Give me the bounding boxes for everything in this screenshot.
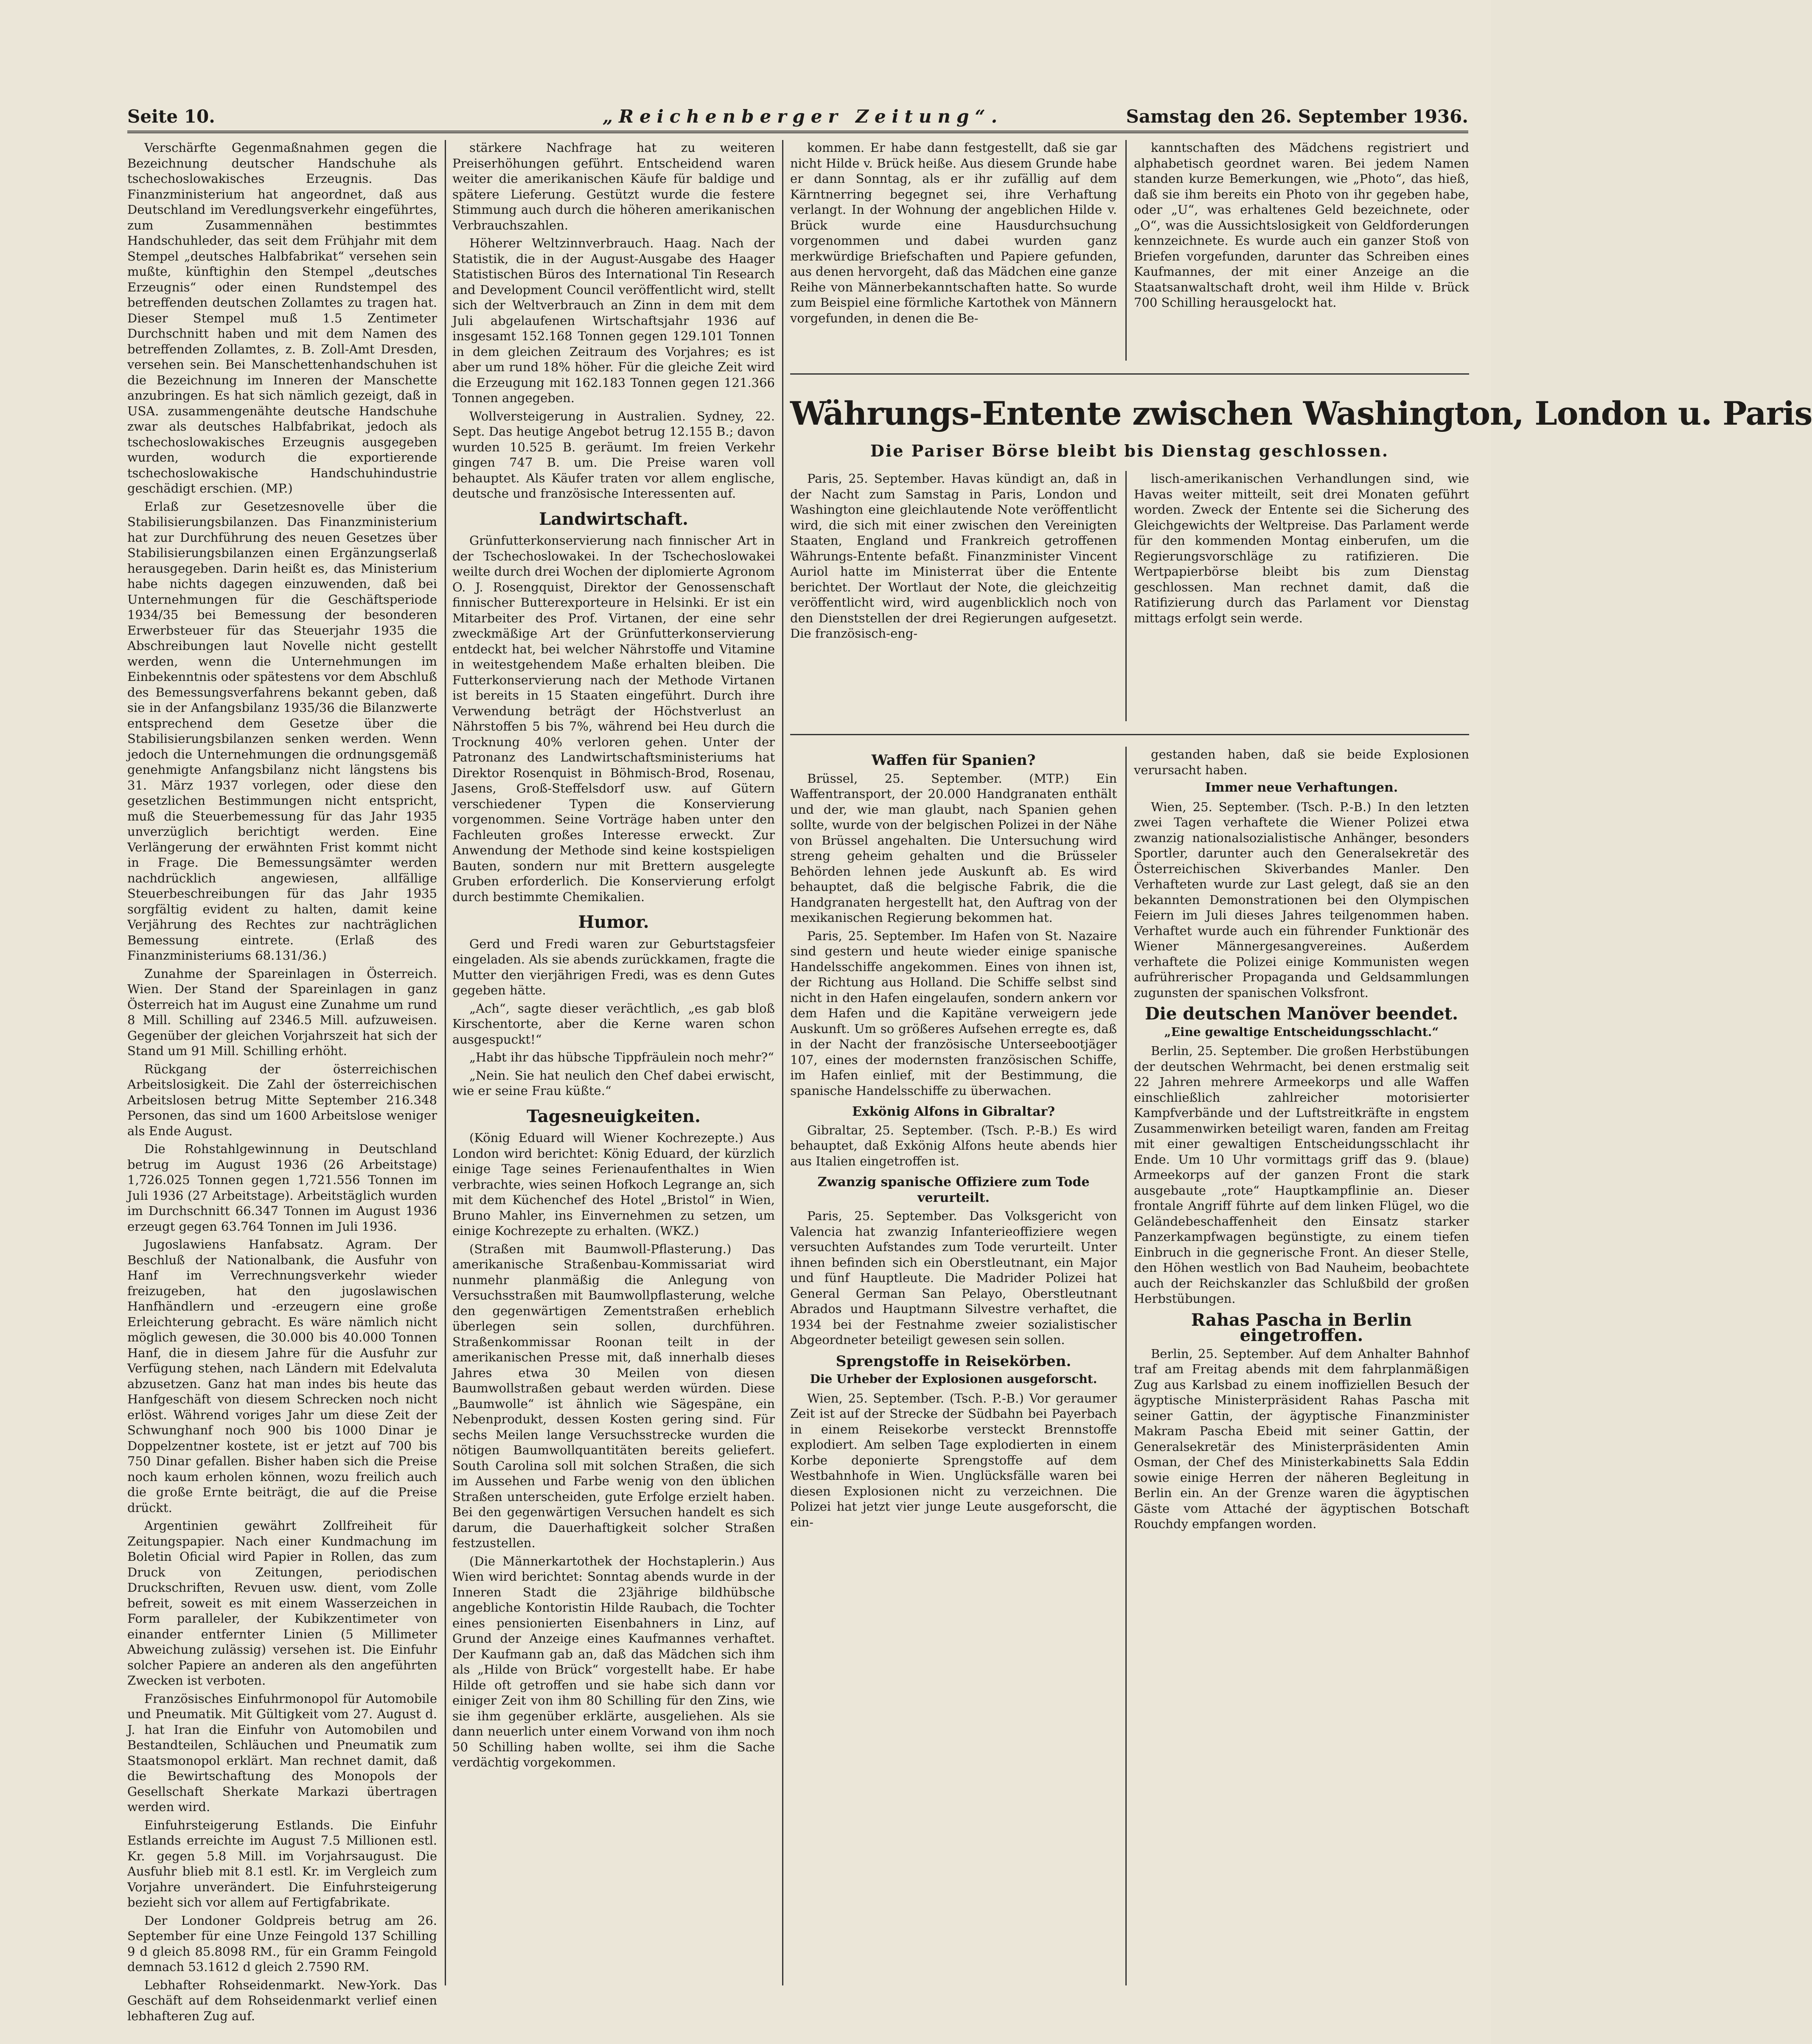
article-paragraph: Brüssel, 25. September. (MTP.) Ein Waffentransport, der 20.000 Handgranaten enthält und der, wie man glaubt, nach Spanien gehen sollte, wurde von der belgischen Polizei in der Nähe von Brüssel angehalten. Die Untersuchung wird streng geheim gehalten und die Brüsseler Behörden lehnen jede Auskunft ab. Es wird behauptet, daß die belgische Fabrik, die die Handgranaten hergestellt hat, den Auftrag von der mexikanischen Regierung bekommen hat.	[790, 771, 1117, 925]
article-paragraph: (Die Männerkartothek der Hochstaplerin.) Aus Wien wird berichtet: Sonntag abends wurde in der Inneren Stadt die 23jährige bildhübsche angebliche Kontoristin Hilde Raubach, die Tochter eines pensionierten Eisenbahners in Linz, auf Grund der Anzeige eines Kaufmannes verhaftet. Der Kaufmann gab an, daß das Mädchen sich ihm als „Hilde von Brück“ vorgestellt habe. Er habe Hilde oft getroffen und sie habe sich dann vor einiger Zeit von ihm 80 Schilling für den Zins, wie sie ihm gegenüber erklärte, ausgeliehen. Als sie dann neuerlich unter einem Vorwand von ihm noch 50 Schilling haben wollte, sei ihm die Sache verdächtig vorgekommen.	[452, 1554, 775, 1770]
article-paragraph: kanntschaften des Mädchens registriert und alphabetisch geordnet waren. Bei jedem Namen standen kurze Bemerkungen, wie „Photo“, das hieß, daß sie ihm bereits ein Photo von ihr gegeben habe, oder „U“, was erhaltenes Geld bezeichnete, oder „O“, was die Aussichtslosigkeit von Geldforderungen kennzeichnete. Es wurde auch ein ganzer Stoß von Briefen vorgefunden, darunter das Schreiben eines Kaufmannes, der mit einer Anzeige an die Staatsanwaltschaft droht, weil ihm Hilde v. Brück 700 Schilling herausgelockt hat.	[1134, 140, 1469, 310]
column-economy	[127, 140, 437, 2023]
article-paragraph: Rückgang der österreichischen Arbeitslosigkeit. Die Zahl der österreichischen Arbeitslosen betrug Mitte September 216.348 Personen, das sind um 1600 Arbeitslose weniger als Ende August.	[127, 1061, 437, 1138]
masthead-rule	[127, 131, 1468, 133]
article-paragraph: „Nein. Sie hat neulich den Chef dabei erwischt, wie er seine Frau küßte.“	[452, 1068, 775, 1098]
headline-offiziere: Zwanzig spanische Offiziere zum Tode verurteilt.	[817, 1175, 1090, 1205]
article-paragraph: (Straßen mit Baumwoll-Pflasterung.) Das amerikanische Straßenbau-Kommissariat wird nunmehr planmäßig die Anlegung von Versuchsstraßen mit Baumwollpflasterung, welche den gegenwärtigen Zementstraßen erheblich überlegen sein sollen, durchführen. Straßenkommissar Roonan teilt in der amerikanischen Presse mit, daß innerhalb dieses Jahres etwa 30 Meilen von diesen Baumwollstraßen gebaut werden würden. Diese „Baumwolle“ ist ähnlich wie Sägespäne, ein Nebenprodukt, dessen Kosten gering sind. Für sechs Meilen lange Versuchsstrecke wurden die nötigen Baumwollquantitäten bereits geliefert. South Carolina soll mit solchen Straßen, die sich im Aussehen und Farbe wenig von den üblichen Straßen unterscheiden, gute Erfolge erzielt haben. Bei den gegenwärtigen Versuchen handelt es sich darum, die Dauerhaftigkeit solcher Straßen festzustellen.	[452, 1241, 775, 1550]
article-continuation	[1134, 140, 1469, 361]
article-continuation	[790, 140, 1117, 361]
article-paragraph: Jugoslawiens Hanfabsatz. Agram. Der Beschluß der Nationalbank, die Ausfuhr von Hanf im Verrechnungsverkehr wieder freizugeben, hat den jugoslawischen Hanfhändlern und -erzeugern eine große Erleichterung gebracht. Es wäre nämlich nicht möglich gewesen, die 30.000 bis 40.000 Tonnen Hanf, die in diesem Jahre für die Ausfuhr zur Verfügung stehen, nach Ländern mit Edelvaluta abzusetzen. Ganz hat man indes bis heute das Hanfgeschäft von diesem Schrecken noch nicht erlöst. Während voriges Jahr um diese Zeit der Schwunghanf noch 900 bis 1000 Dinar je Doppelzentner kostete, ist er jetzt auf 700 bis 750 Dinar gefallen. Bisher haben sich die Preise noch kaum erholen können, wozu freilich auch die große Ernte beiträgt, die auf die Preise drückt.	[127, 1237, 437, 1515]
newspaper-title: „Reichenberger Zeitung“.	[603, 106, 1004, 127]
article-paragraph: kommen. Er habe dann festgestellt, daß sie gar nicht Hilde v. Brück heiße. Aus diesem Grunde habe er dann Sonntag, als er ihr zufällig auf dem Kärntnerring begegnet sei, ihre Verhaftung verlangt. In der Wohnung der angeblichen Hilde v. Brück wurde eine Hausdurchsuchung vorgenommen und dabei wurden ganz merkwürdige Briefschaften und Papiere gefunden, aus denen hervorgeht, daß das Mädchen eine ganze Reihe von Männerbekanntschaften hatte. So wurde zum Beispiel eine förmliche Kartothek von Männern vorgefunden, in denen die Be-	[790, 140, 1117, 325]
issue-date: Samstag den 26. September 1936.	[1126, 106, 1468, 127]
main-subheadline: Die Pariser Börse bleibt bis Dienstag geschlossen.	[870, 441, 1389, 460]
article-paragraph: „Ach“, sagte dieser verächtlich, „es gab bloß Kirschentorte, aber die Kerne waren schon ausgespuckt!“	[452, 1001, 775, 1047]
article-paragraph: Wien, 25. September. (Tsch. P.-B.) Vor geraumer Zeit ist auf der Strecke der Südbahn bei Payerbach in einem Reisekorbe versteckt Brennstoffe explodiert. Am selben Tage explodierten in einem Korbe deponierte Sprengstoffe auf dem Westbahnhofe in Wien. Unglücksfälle waren bei diesen Explosionen nicht zu verzeichnen. Die Polizei hat jetzt vier junge Leute ausgeforscht, die ein-	[790, 1391, 1117, 1529]
article-paragraph: Lebhafter Rohseidenmarkt. New-York. Das Geschäft auf dem Rohseidenmarkt verlief einen lebhafteren Zug auf.	[127, 1977, 437, 2023]
article-paragraph: (König Eduard will Wiener Kochrezepte.) Aus London wird berichtet: König Eduard, der kürzlich einige Tage seines Ferienaufenthaltes in Wien verbrachte, wies seinen Hofkoch Legrange an, sich mit dem Küchenchef des Hotel „Bristol“ in Wien, Bruno Mahler, ins Einvernehmen zu setzen, um einige Kochrezepte zu erhalten. (WKZ.)	[452, 1131, 775, 1238]
article-paragraph: Argentinien gewährt Zollfreiheit für Zeitungspapier. Nach einer Kundmachung im Boletin Oficial wird Papier in Rollen, das zum Druck von Zeitungen, periodischen Druckschriften, Revuen usw. dient, vom Zolle befreit, soweit es mit einem Wasserzeichen in Form paralleler, der Kubikzentimeter von einander entfernter Linien (5 Millimeter Abweichung zulässig) versehen ist. Die Einfuhr solcher Papiere an anderen als den angeführten Zwecken ist verboten.	[127, 1518, 437, 1688]
article-paragraph: Berlin, 25. September. Die großen Herbstübungen der deutschen Wehrmacht, bei denen erstmalig seit 22 Jahren mehrere Armeekorps und alle Waffen einschließlich zahlreicher motorisierter Kampfverbände und der Luftstreitkräfte in engstem Zusammenwirken beteiligt waren, fanden am Freitag mit einer gewaltigen Entscheidungsschlacht ihr Ende. Um 10 Uhr vormittags griff das 9. (blaue) Armeekorps auf der ganzen Front die stark ausgebaute „rote“ Hauptkampflinie an. Dieser frontale Angriff führte auf dem linken Flügel, wo die Geländebeschaffenheit den Einsatz starker Panzerkampfwagen begünstigte, zu einem tiefen Einbruch in die gegnerische Front. An dieser Stelle, den Höhen westlich von Bad Nauheim, beobachtete auch der Reichskanzler das Schlußbild der großen Herbstübungen.	[1134, 1044, 1469, 1306]
article-paragraph: Erlaß zur Gesetzesnovelle über die Stabilisierungsbilanzen. Das Finanzministerium hat zur Durchführung des neuen Gesetzes über Stabilisierungsbilanzen einen Ergänzungserlaß herausgegeben. Darin heißt es, das Ministerium habe nichts dagegen einzuwenden, daß bei Unternehmungen für die Geschäftsperiode 1934/35 bei Bemessung der besonderen Erwerbsteuer für das Steuerjahr 1935 die Abschreibungen laut Novelle nicht gestellt werden, wenn die Unternehmungen im Einbekenntnis oder spätestens vor dem Abschluß des Bemessungsverfahrens bekannt geben, daß sie in der Anfangsbilanz 1935/36 die Bilanzwerte entsprechend dem Gesetze über die Stabilisierungsbilanzen senken werden. Wenn jedoch die Unternehmungen die ordnungsgemäß genehmigte Anfangsbilanz nicht längstens bis 31. März 1937 vorlegen, oder diese den gesetzlichen Bestimmungen nicht entspricht, muß die Steuerbemessung für das Jahr 1935 unverzüglich berichtigt werden. Eine Verlängerung der erwähnten Frist kommt nicht in Frage. Die Bemessungsämter werden nachdrücklich angewiesen, allfällige Steuerbeschreibungen für das Jahr 1935 sorgfältig evident zu halten, damit keine Verjährung des Rechtes zur nachträglichen Bemessung eintrete. (Erlaß des Finanzministeriums 68.131/36.)	[127, 499, 437, 963]
article-paragraph: Die Rohstahlgewinnung in Deutschland betrug im August 1936 (26 Arbeitstage) 1,726.025 Tonnen gegen 1,721.556 Tonnen im Juli 1936 (27 Arbeitstage). Arbeitstäglich wurden im Durchschnitt 66.347 Tonnen im August 1936 erzeugt gegen 63.764 Tonnen im Juli 1936.	[127, 1142, 437, 1234]
page-number: Seite 10.	[127, 106, 215, 127]
headline-exkoenig: Exkönig Alfons in Gibraltar?	[852, 1104, 1055, 1119]
column-divider	[1125, 471, 1127, 721]
article-paragraph: Höherer Weltzinnverbrauch. Haag. Nach der Statistik, die in der August-Ausgabe des Haager Statistischen Büros des International Tin Research and Development Council veröffentlicht wird, stellt sich der Weltverbrauch an Zinn in dem mit dem Juli abgelaufenen Wirtschaftsjahr 1936 auf insgesamt 152.168 Tonnen gegen 129.101 Tonnen in dem gleichen Zeitraum des Vorjahres; es ist aber um rund 18% höher. Für die gleiche Zeit wird die Erzeugung mit 162.183 Tonnen gegen 121.366 Tonnen angegeben.	[452, 236, 775, 405]
headline-waffen: Waffen für Spanien?	[871, 752, 1036, 769]
article-paragraph: Wollversteigerung in Australien. Sydney, 22. Sept. Das heutige Angebot betrug 12.155 B.; davon wurden 10.525 B. geräumt. Im freien Verkehr gingen 747 B. um. Die Preise waren voll behauptet. Als Käufer traten vor allem englische, deutsche und französische Interessenten auf.	[452, 409, 775, 501]
column-news-right	[1134, 747, 1469, 1985]
column-divider	[782, 140, 783, 1985]
main-headline: Währungs-Entente zwischen Washington, London u. Paris	[790, 395, 1812, 432]
article-paragraph: „Habt ihr das hübsche Tippfräulein noch mehr?“	[469, 1050, 774, 1064]
article-paragraph: Der Londoner Goldpreis betrug am 26. September für eine Unze Feingold 137 Schilling 9 d gleich 85.8098 RM., für ein Gramm Feingold demnach 53.1612 d gleich 2.7590 RM.	[127, 1913, 437, 1974]
article-paragraph: Grünfutterkonservierung nach finnischer Art in der Tschechoslowakei. In der Tschechoslowakei weilte durch drei Wochen der diplomierte Agronom O. J. Rosengquist, Direktor der Genossenschaft finnischer Butterexporteure in Helsinki. Er ist ein Mitarbeiter des Prof. Virtanen, der eine sehr zweckmäßige Art der Grünfutterkonservierung entdeckt hat, bei welcher Nährstoffe und Vitamine in weitestgehendem Maße erhalten bleiben. Die Futterkonservierung nach der Methode Virtanen ist bereits in 15 Staaten eingeführt. Durch ihre Verwendung beträgt der Höchstverlust an Nährstoffen 5 bis 7%, während bei Heu durch die Trocknung 40% verloren gehen. Unter der Patronanz des Landwirtschaftsministeriums hat Direktor Rosenquist in Böhmisch-Brod, Rosenau, Jasens, Groß-Steffelsdorf usw. auf Gütern verschiedener Typen die Konservierung vorgenommen. Seine Vorträge haben unter den Fachleuten großes Interesse erweckt. Zur Anwendung der Methode sind keine kostspieligen Bauten, sondern nur mit Brettern ausgelegte Gruben erforderlich. Die Konservierung erfolgt durch bestimmte Chemikalien.	[452, 533, 775, 904]
column-divider	[1125, 747, 1127, 1985]
section-title-humor: Humor.	[578, 912, 649, 932]
article-paragraph: Paris, 25. September. Im Hafen von St. Nazaire sind gestern und heute wieder einige spanische Handelsschiffe angekommen. Eines von ihnen ist, der Richtung aus Holland. Die Schiffe selbst sind nicht in den Hafen eingelaufen, sondern ankern vor dem Hafen und die Kapitäne verweigern jede Auskunft. Um so größeres Aufsehen erregte es, daß in der Nacht der französische Unterseebootjäger 107, eines der modernsten französischen Schiffe, im Hafen einlief, mit der Bestimmung, die spanische Handelsschiffe zu überwachen.	[790, 928, 1117, 1098]
section-divider	[790, 373, 1469, 375]
main-article-right	[1134, 471, 1469, 721]
section-divider	[790, 734, 1469, 735]
article-paragraph: Zunahme der Spareinlagen in Österreich. Wien. Der Stand der Spareinlagen in ganz Österreich hat im August eine Zunahme um rund 8 Mill. Schilling auf 2346.5 Mill. aufzuweisen. Gegenüber der gleichen Vorjahrszeit hat sich der Stand um 91 Mill. Schilling erhöht.	[127, 966, 437, 1058]
main-article-left	[790, 471, 1117, 721]
column-foreign-news	[790, 747, 1117, 1985]
article-paragraph: gestanden haben, daß sie beide Explosionen verursacht haben.	[1134, 747, 1469, 777]
article-paragraph: Verschärfte Gegenmaßnahmen gegen die Bezeichnung deutscher Handschuhe als tschechoslowakisches Erzeugnis. Das Finanzministerium hat angeordnet, daß aus Deutschland im Veredlungsverkehr eingeführtes, zum Zusammennähen bestimmtes Handschuhleder, das seit dem Frühjahr mit dem Stempel „deutsches Halbfabrikat“ versehen sein mußte, künftighin den Stempel „deutsches Erzeugnis“ oder einen Rundstempel des betreffenden deutschen Zollamtes zu tragen hat. Dieser Stempel muß 1.5 Zentimeter Durchschnitt haben und mit dem Namen des betreffenden Zollamtes, z. B. Zoll-Amt Dresden, versehen sein. Bei Manschettenhandschuhen ist die Bezeichnung im Inneren der Manschette anzubringen. Es hat sich nämlich gezeigt, daß in USA. zusammengenähte deutsche Handschuhe zwar als deutsches Halbfabrikat, jedoch als tschechoslowakisches Erzeugnis ausgegeben wurden, wodurch die exportierende tschechoslowakische Handschuhindustrie geschädigt erschien. (MP.)	[127, 140, 437, 496]
masthead	[127, 102, 1468, 132]
article-paragraph: Gerd und Fredi waren zur Geburtstagsfeier eingeladen. Als sie abends zurückkamen, fragte die Mutter den vierjährigen Fredi, was es denn Gutes gegeben hätte.	[452, 936, 775, 997]
article-paragraph: Paris, 25. September. Havas kündigt an, daß in der Nacht zum Samstag in Paris, London und Washington eine gleichlautende Note veröffentlicht wird, die sich mit einer zwischen den Vereinigten Staaten, England und Frankreich getroffenen Währungs-Entente befaßt. Finanzminister Vincent Auriol hatte im Ministerrat über die Entente berichtet. Der Wortlaut der Note, die gleichzeitig veröffentlicht wird, wird augenblicklich noch von den Dienststellen der drei Regierungen aufgesetzt. Die französisch-eng-	[790, 471, 1117, 641]
headline-manoever: Die deutschen Manöver beendet.	[1144, 1004, 1459, 1024]
article-paragraph: Wien, 25. September. (Tsch. P.-B.) In den letzten zwei Tagen verhaftete die Wiener Polizei etwa zwanzig nationalsozialistische Anhänger, besonders Sportler, darunter auch den Generalsekretär des Österreichischen Skiverbandes Manler. Den Verhafteten wurde zur Last gelegt, daß sie an den bekannten Demonstrationen bei den Olympischen Feiern im Juli dieses Jahres teilgenommen haben. Verhaftet wurde auch ein führender Funktionär des Wiener Männergesangvereines. Außerdem verhaftete die Polizei einige Kommunisten wegen aufrührerischer Propaganda und Geldsammlungen zugunsten der spanischen Volksfront.	[1134, 799, 1469, 1000]
subheadline-manoever: „Eine gewaltige Entscheidungsschlacht.“	[1164, 1025, 1439, 1039]
headline-sprengstoffe: Sprengstoffe in Reisekörben.	[836, 1352, 1071, 1370]
article-paragraph: Paris, 25. September. Das Volksgericht von Valencia hat zwanzig Infanterieoffiziere wegen versuchten Aufstandes zum Tode verurteilt. Unter ihnen befinden sich ein Oberstleutnant, ein Major und fünf Hauptleute. Die Madrider Polizei hat General German San Pelayo, Oberstleutnant Abrados und Hauptmann Silvestre verhaftet, die 1934 bei der Festnahme zweier sozialistischer Abgeordneter beteiligt gewesen sein sollen.	[790, 1209, 1117, 1347]
headline-rahas: Rahas Pascha in Berlin eingetroffen.	[1191, 1310, 1412, 1345]
article-paragraph: Einfuhrsteigerung Estlands. Die Einfuhr Estlands erreichte im August 7.5 Millionen estl. Kr. gegen 5.8 Mill. im Vorjahrsaugust. Die Ausfuhr blieb mit 8.1 estl. Kr. im Vergleich zum Vorjahre unverändert. Die Einfuhrsteigerung bezieht sich vor allem auf Fertigfabrikate.	[127, 1817, 437, 1910]
subheadline-sprengstoffe: Die Urheber der Explosionen ausgeforscht.	[810, 1372, 1097, 1386]
column-misc	[452, 140, 775, 1985]
article-paragraph: stärkere Nachfrage hat zu weiteren Preiserhöhungen geführt. Entscheidend waren weiter die amerikanischen Käufe für baldige und spätere Lieferung. Gestützt wurde die festere Stimmung auch durch die höheren amerikanischen Verbrauchszahlen.	[452, 140, 775, 232]
article-paragraph: Berlin, 25. September. Auf dem Anhalter Bahnhof traf am Freitag abends mit dem fahrplanmäßigen Zug aus Karlsbad zu einem inoffiziellen Besuch der ägyptische Ministerpräsident Rahas Pascha mit seiner Gattin, der ägyptische Finanzminister Makram Pascha Ebeid mit seiner Gattin, der Generalsekretär des Ministerpräsidenten Amin Osman, der Chef des Ministerkabinetts Sala Eddin sowie einige Herren der näheren Begleitung in Berlin ein. An der Grenze waren die ägyptischen Gäste vom Attaché der ägyptischen Botschaft Rouchdy empfangen worden.	[1134, 1346, 1469, 1531]
article-paragraph: Französisches Einfuhrmonopol für Automobile und Pneumatik. Mit Gültigkeit vom 27. August d. J. hat Iran die Einfuhr von Automobilen und Bestandteilen, Schläuchen und Pneumatik zum Staatsmonopol erklärt. Man rechnet damit, daß die Bewirtschaftung des Monopols der Gesellschaft Sherkate Markazi übertragen werden wird.	[127, 1691, 437, 1814]
section-title-tagesneuigkeiten: Tagesneuigkeiten.	[527, 1106, 701, 1126]
headline-verhaftungen: Immer neue Verhaftungen.	[1205, 780, 1398, 795]
column-divider	[445, 140, 446, 1985]
article-paragraph: Gibraltar, 25. September. (Tsch. P.-B.) Es wird behauptet, daß Exkönig Alfons heute abends hier aus Italien eingetroffen ist.	[790, 1123, 1117, 1168]
article-paragraph: lisch-amerikanischen Verhandlungen sind, wie Havas weiter mitteilt, seit drei Monaten geführt worden. Zweck der Entente sei die Sicherung des Gleichgewichts der Weltpreise. Das Parlament werde für den kommenden Montag einberufen, um die Regierungsvorschläge zu ratifizieren. Die Wertpapierbörse bleibt bis zum Dienstag geschlossen. Man rechnet damit, daß die Ratifizierung durch das Parlament vor Dienstag mittags erfolgt sein werde.	[1134, 471, 1469, 625]
column-divider	[1125, 140, 1127, 361]
section-title-landwirtschaft: Landwirtschaft.	[539, 509, 688, 529]
